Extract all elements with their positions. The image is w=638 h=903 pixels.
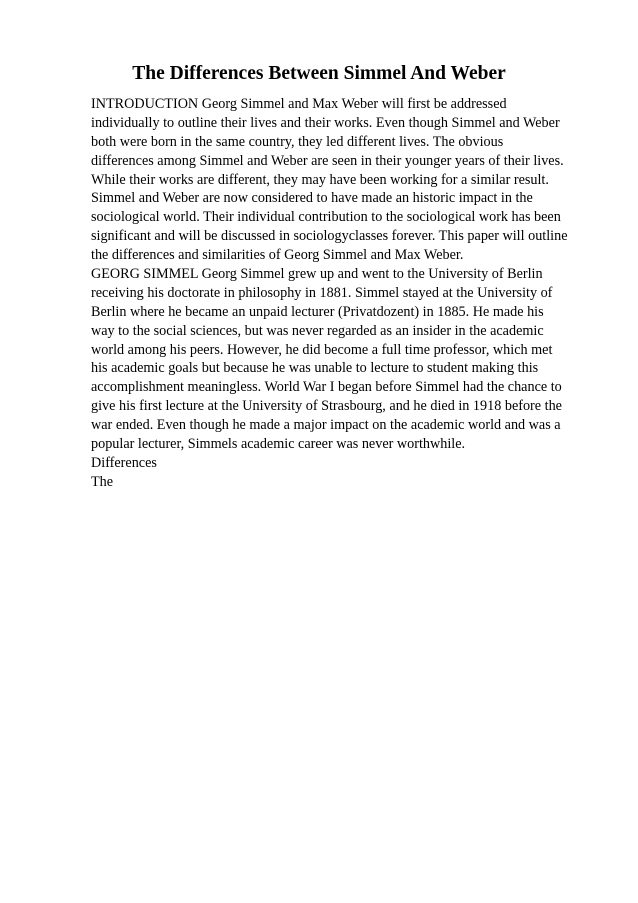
document-body <box>91 95 591 492</box>
body-line: Simmel and Weber are now considered to have made an historic impact in the <box>91 190 533 207</box>
body-line: differences among Simmel and Weber are seen in their younger years of their lives. <box>91 152 564 169</box>
body-line: sociological world. Their individual contribution to the sociological work has been <box>91 209 561 226</box>
document-title: The Differences Between Simmel And Weber <box>132 63 506 84</box>
body-line: Berlin where he became an unpaid lecturer (Privatdozent) in 1885. He made his <box>91 303 544 320</box>
body-line: the differences and similarities of Georg Simmel and Max Weber. <box>91 247 464 264</box>
body-line: popular lecturer, Simmels academic career was never worthwhile. <box>91 436 466 453</box>
body-line: individually to outline their lives and their works. Even though Simmel and Weber <box>91 114 560 131</box>
body-line: way to the social sciences, but was never regarded as an insider in the academic <box>91 322 544 339</box>
body-line: GEORG SIMMEL Georg Simmel grew up and went to the University of Berlin <box>91 266 543 283</box>
body-line: significant and will be discussed in sociologyclasses forever. This paper will outline <box>91 228 568 245</box>
body-line: accomplishment meaningless. World War I began before Simmel had the chance to <box>91 379 562 396</box>
body-line: give his first lecture at the University of Strasbourg, and he died in 1918 before the <box>91 398 562 415</box>
body-line: war ended. Even though he made a major impact on the academic world and was a <box>91 417 561 434</box>
body-line: his academic goals but because he was unable to lecture to student making this <box>91 360 539 377</box>
body-line: INTRODUCTION Georg Simmel and Max Weber will first be addressed <box>91 96 507 112</box>
body-line: While their works are different, they may have been working for a similar result. <box>91 171 549 188</box>
body-line: both were born in the same country, they led different lives. The obvious <box>91 133 504 150</box>
body-line: world among his peers. However, he did become a full time professor, which met <box>91 341 553 358</box>
body-line: receiving his doctorate in philosophy in 1881. Simmel stayed at the University of <box>91 284 553 301</box>
body-line: The <box>91 473 114 490</box>
section-heading-differences: Differences <box>91 454 157 471</box>
